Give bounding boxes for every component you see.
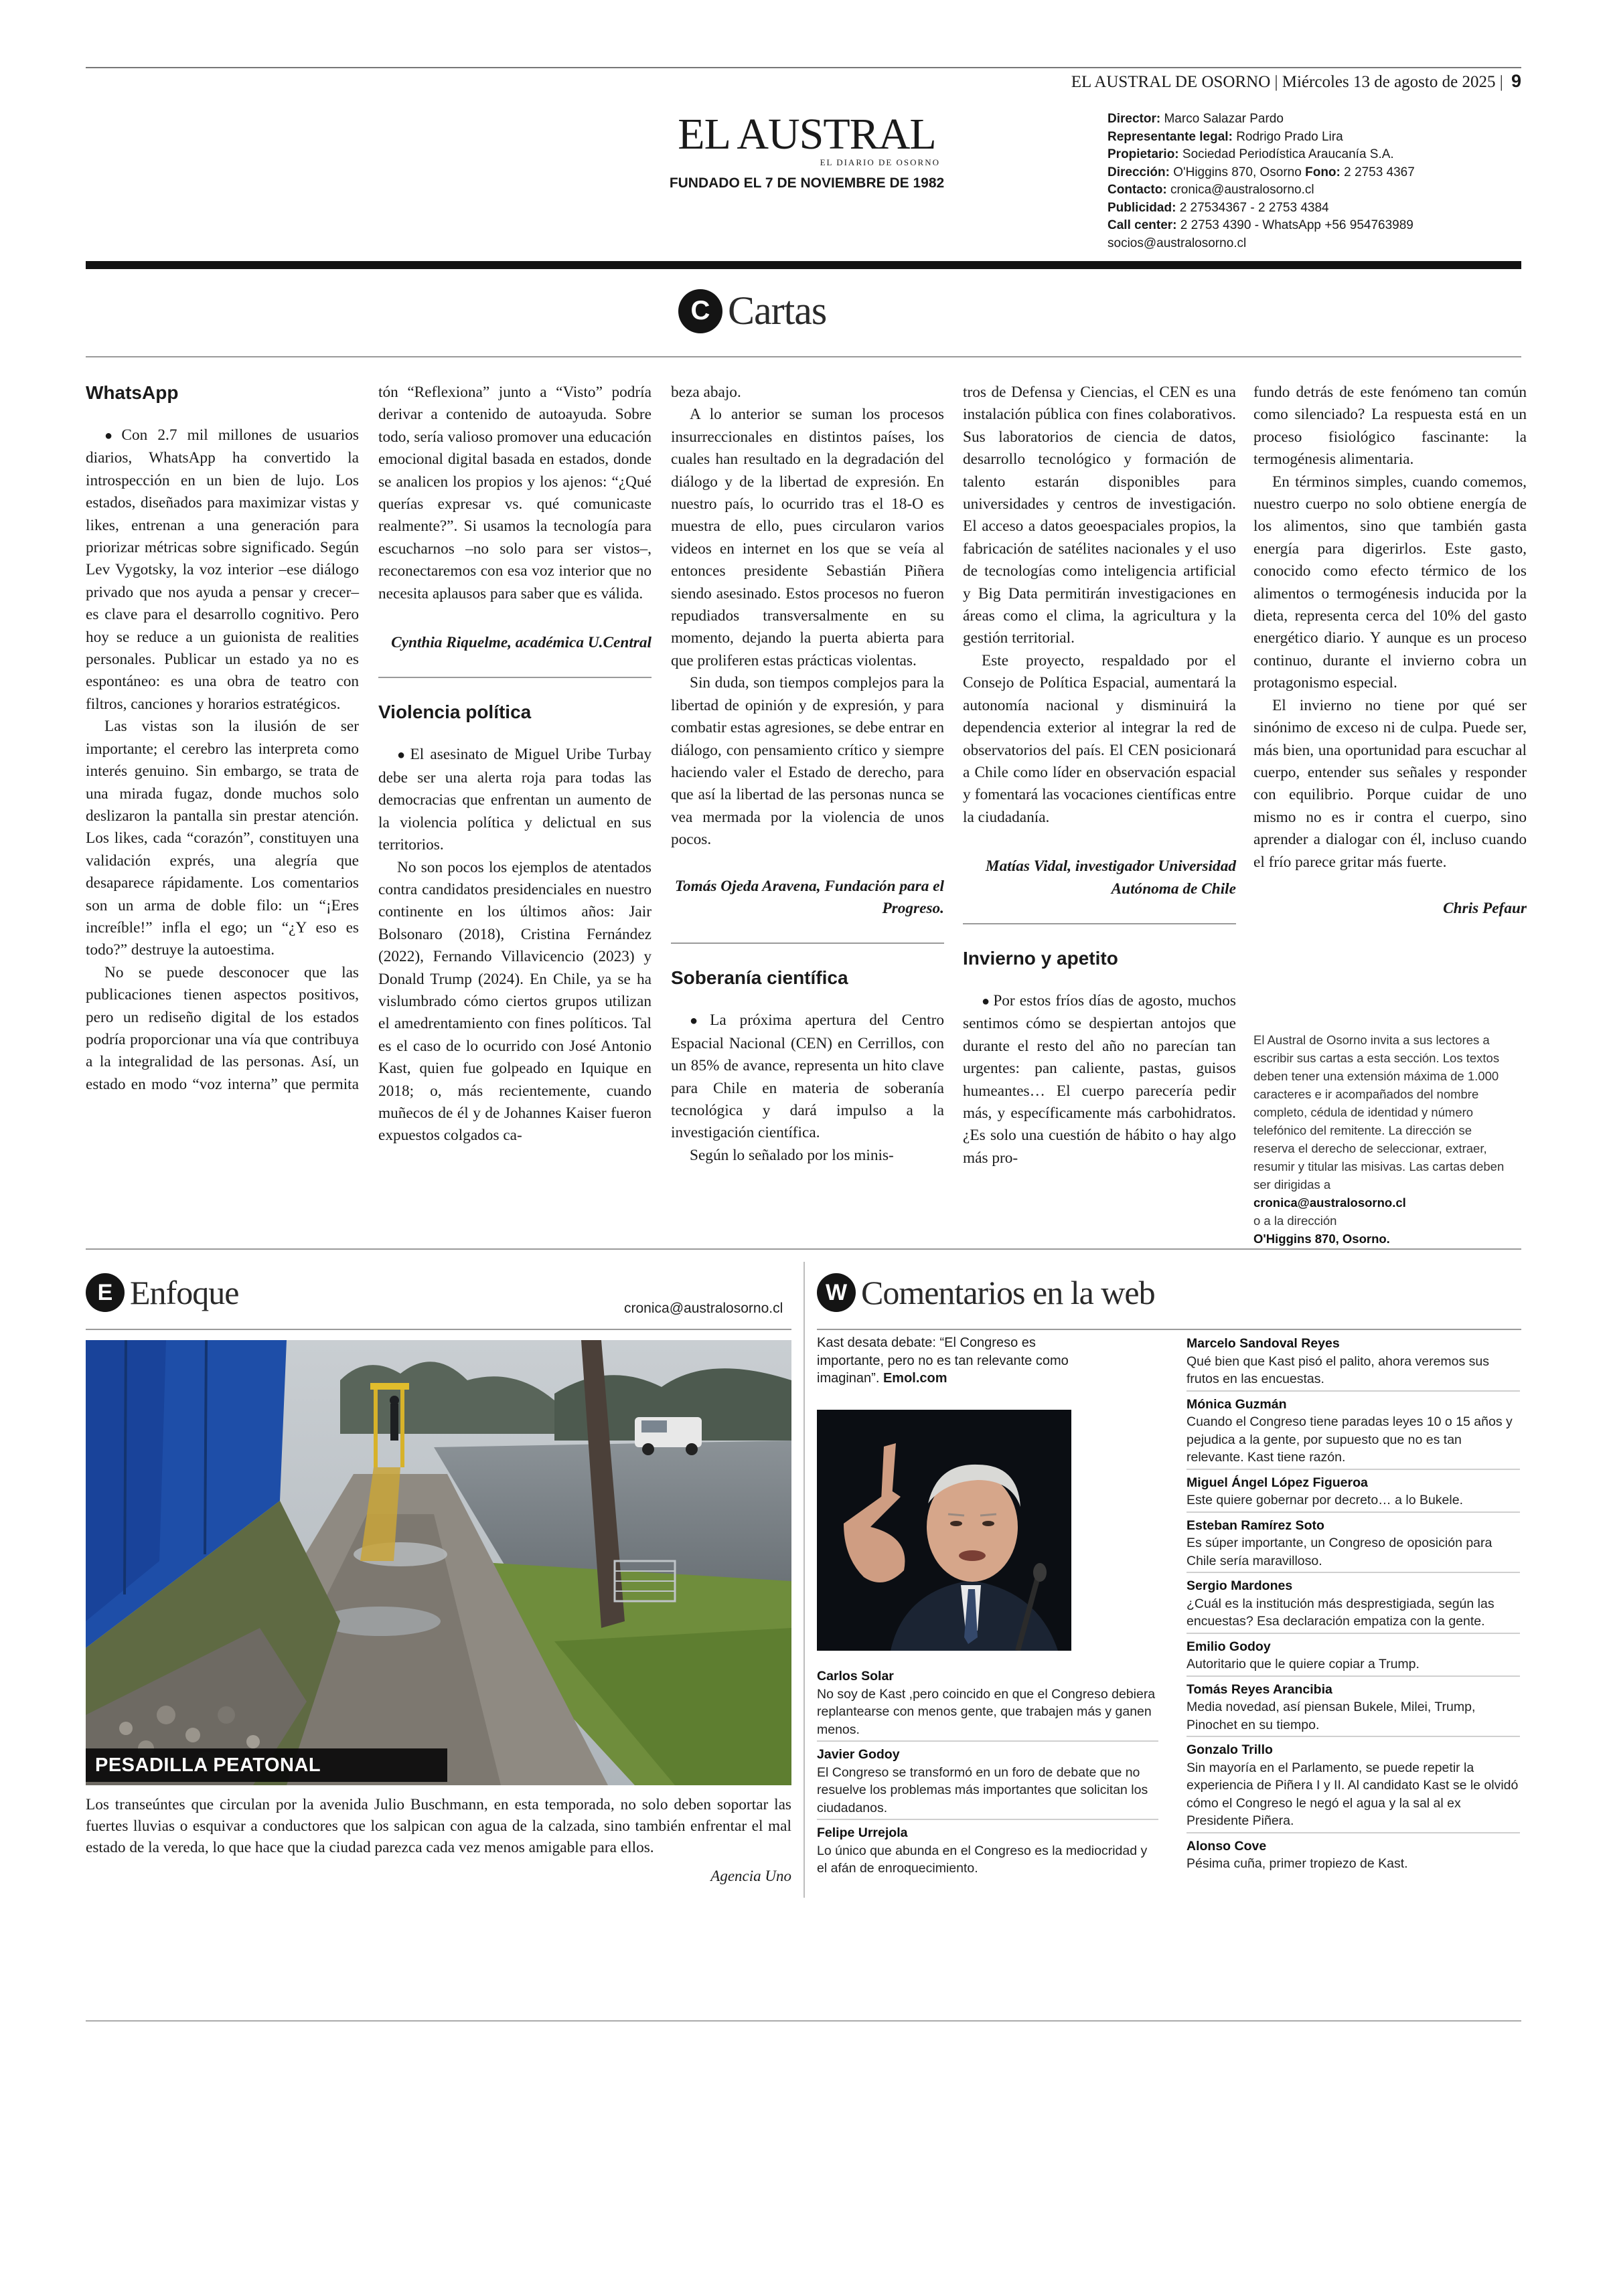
cartas-rule (86, 356, 1521, 357)
notice-address: O'Higgins 870, Osorno. (1253, 1232, 1390, 1246)
comment-text: Qué bien que Kast pisó el palito, ahora veremos sus frutos en las encuestas. (1187, 1354, 1490, 1386)
comment-author: Emilio Godoy (1187, 1639, 1271, 1654)
letter-paragraph: Con 2.7 mil millones de usuarios diarios, WhatsApp ha convertido la introspección en un bien de lujo. Los estados, diseñados para maximizar vistas y likes, entrenan a una generación para priorizar métricas sobre significado. Según Lev Vygotsky, la voz interior –ese diálogo privado que nos ayuda a pensar y crecer– es clave para el desarrollo cognitivo. Pero hoy se reduce a un guionista de realities personales. Publicar un estado ya no es espontáneo: es una obra de teatro con filtros, canciones y horarios estratégicos. (86, 426, 359, 713)
web-comment (817, 1823, 1158, 1880)
web-comment (817, 1745, 1158, 1820)
letter-paragraph: Sin duda, son tiempos complejos para la libertad de opinión y de expresión, y para combatir estas agresiones, se debe entrar en diálogo, con pensamiento crítico y siempre haciendo valer el Estado de derecho, para que así la libertad de las personas nunca se vea mermada por la violencia de unos pocos. (671, 674, 944, 849)
letter-paragraph: Este proyecto, respaldado por el Consejo de Política Espacial, aumentará la autonomía nacional y disminuirá la dependencia exterior al integrar la red de observatorios del país. El CEN posicionará a Chile como líder en observación espacial y fomentará las vocaciones científicas entre la ciudadanía. (963, 651, 1236, 826)
letter-signature: Tomás Ojeda Aravena, Fundación para el Progreso. (674, 877, 944, 917)
comment-author: Marcelo Sandoval Reyes (1187, 1336, 1340, 1351)
staff-line: Publicidad: 2 27534367 - 2 2753 4384 (1107, 200, 1329, 215)
letters-column-3 (671, 382, 944, 1167)
sidewalk-photo-illustration (86, 1340, 791, 1785)
web-comment (817, 1667, 1158, 1742)
letter-signature: Matías Vidal, investigador Universidad Autónoma de Chile (985, 857, 1236, 898)
photo-tag: PESADILLA PEATONAL (86, 1748, 447, 1782)
web-comments-left (817, 1667, 1158, 1883)
web-comment (1187, 1740, 1520, 1833)
letter-paragraph: A lo anterior se suman los procesos insurreccionales en distintos países, los cuales han resultado en la degradación del diálogo y de la libertad de expresión. En nuestro país, lo ocurrido tras el 18-O es muestra de ello, pues circularon varios videos en internet en los que se veía al entonces presidente Sebastián Piñera siendo asesinado. Estos procesos no fueron repudiados transversalmente en su momento, dejando la puerta abierta para que proliferen estas prácticas violentas. (671, 406, 944, 669)
letters-column-4 (963, 382, 1236, 1169)
header-thick-rule (86, 261, 1521, 269)
web-comment (1187, 1576, 1520, 1634)
top-rule (86, 67, 1521, 68)
web-badge: W (817, 1273, 856, 1312)
letter-paragraph: No se puede desconocer que las publicaciones tienen aspectos positivos, pero un rediseño digital de los estados podría proporcionar una vía que contribuya a la integralidad de las personas. Así, un estado en modo “voz interna” que permita (86, 963, 359, 1093)
comment-author: Gonzalo Trillo (1187, 1742, 1273, 1757)
comment-text: Este quiere gobernar por decreto… a lo Bukele. (1187, 1493, 1463, 1507)
enfoque-title: Enfoque (130, 1274, 239, 1311)
socios-email[interactable]: socios@australosorno.cl (1107, 236, 1247, 250)
web-section-heading (817, 1273, 1155, 1312)
enfoque-badge: E (86, 1273, 125, 1312)
letter-paragraph: El asesinato de Miguel Uribe Turbay debe ser una alerta roja para todas las democracias que enfrentan un aumento de la violencia política y delictual en sus territorios. (378, 746, 652, 854)
comment-author: Sergio Mardones (1187, 1578, 1293, 1593)
section-divider (86, 1248, 1521, 1250)
comment-text: El Congreso se transformó en un foro de debate que no resuelve los problemas más importantes que solicitan los ciudadanos. (817, 1765, 1148, 1815)
staff-line: Director: Marco Salazar Pardo (1107, 112, 1284, 126)
letter-signature: Cynthia Riquelme, académica U.Central (391, 634, 652, 652)
letter-signature: Chris Pefaur (1443, 899, 1527, 917)
letter-separator (671, 942, 944, 944)
web-comments-right (1187, 1334, 1520, 1878)
comment-author: Felipe Urrejola (817, 1825, 908, 1840)
comment-text: ¿Cuál es la institución más desprestigiada, según las encuestas? Esa declaración empatiza con la gente. (1187, 1596, 1495, 1629)
letter-separator (963, 923, 1236, 924)
web-comment (1187, 1680, 1520, 1738)
notice-or: o a la dirección (1253, 1214, 1337, 1228)
photo-credit: Agencia Uno (710, 1868, 791, 1884)
letter-paragraph: En términos simples, cuando comemos, nuestro cuerpo no solo obtiene energía de los alimentos, sino que también gasta energía para digerirlos. Este gasto, conocido como efecto térmico de los alimentos o termogénesis inducida por la dieta, representa cerca del 10% del gasto energético diario. Y aunque es un proceso continuo, durante el invierno cobra un protagonismo especial. (1253, 473, 1527, 692)
letter-title-whatsapp: WhatsApp (86, 382, 179, 403)
speaker-photo-illustration (817, 1410, 1071, 1651)
comment-author: Tomás Reyes Arancibia (1187, 1682, 1332, 1697)
comment-author: Alonso Cove (1187, 1838, 1267, 1854)
letters-column-5 (1253, 382, 1527, 920)
letter-paragraph: Las vistas son la ilusión de ser importante; el cerebro las interpreta como interés genuino. Sin embargo, se trata de una mirada fugaz, donde muchos solo deslizaron la pantalla sin prestar atención. Los likes, cada “corazón”, constituyen una validación exprés, una alegría que desaparece rápidamente. Los comentarios son un arma de doble filo: un “¡Eres increíble!” infla el ego; un “¿Y eso es todo?” destruye la autoestima. (86, 718, 359, 959)
letter-continuation-text: tón “Reflexiona” junto a “Visto” podría derivar a contenido de autoayuda. Sobre todo, sería valioso promover una educación emocional digital basada en estados, donde se analicen los propios y los ajenos: “¿Qué querías expresar vs. qué comunicaste realmente?”. Si usamos la tecnología para escucharnos –no solo para ser vistos–, reconectaremos con esa voz interior que no necesita aplausos para saber que es válida. (378, 384, 652, 602)
comment-text: Pésima cuña, primer tropiezo de Kast. (1187, 1856, 1408, 1871)
page-folio: EL AUSTRAL DE OSORNO | Miércoles 13 de agosto de 2025 | 9 (1071, 71, 1521, 91)
staff-line (1107, 235, 1509, 253)
letter-title-invierno: Invierno y apetito (963, 947, 1118, 969)
kast-photo (817, 1410, 1071, 1651)
comment-text: Cuando el Congreso tiene paradas leyes 10 o 15 años y pejudica a la gente, por supuesto que no es tan relevante. Kast tiene razón. (1187, 1414, 1513, 1465)
comment-text: Media novedad, así piensan Bukele, Milei, Trump, Pinochet en su tiempo. (1187, 1700, 1476, 1732)
masthead-logo (670, 112, 944, 168)
contact-email[interactable]: cronica@australosorno.cl (1170, 183, 1314, 197)
staff-line: Contacto: cronica@australosorno.cl (1107, 183, 1314, 197)
enfoque-rule (86, 1329, 791, 1330)
cartas-title: Cartas (728, 289, 827, 333)
web-comment (1187, 1334, 1520, 1392)
letter-paragraph: Por estos fríos días de agosto, muchos sentimos cómo se despiertan antojos que durante el resto del año no parecían tan urgentes: pan caliente, pastas, guisos humeantes… El cuerpo parecería pedir más, y específicamente más carbohidratos. ¿Es solo una cuestión de hábito o hay algo más pro- (963, 991, 1236, 1167)
letter-paragraph: El invierno no tiene por qué ser sinónimo de exceso ni de culpa. Puede ser, más bien, una oportunidad para escuchar al cuerpo, entender sus señales y responder con equilibrio. Porque cuidar de uno mismo no es ir contra el cuerpo, sino aprender a dialogar con él, incluso cuando el frío parece gritar más fuerte. (1253, 696, 1527, 871)
web-comment (1187, 1516, 1520, 1574)
web-comment (1187, 1837, 1520, 1875)
web-intro-text: Kast desata debate: “El Congreso es importante, pero no es tan relevante como imaginan”. (817, 1335, 1069, 1386)
newspaper-name: EL AUSTRAL DE OSORNO (1071, 73, 1271, 91)
bullet-icon: ● (690, 1013, 708, 1029)
letter-paragraph: La próxima apertura del Centro Espacial Nacional (CEN) en Cerrillos, con un 85% de avance, representa un hito clave para Chile en materia de soberanía tecnológica y dará impulso a la investigación científica. (671, 1011, 944, 1142)
staff-line: Representante legal: Rodrigo Prado Lira (1107, 129, 1343, 144)
page-number: 9 (1511, 71, 1521, 91)
web-comment (1187, 1637, 1520, 1677)
comment-text: No soy de Kast ,pero coincido en que el Congreso debiera replantearse con menos gente, que trabajen más y ganen menos. (817, 1686, 1156, 1737)
bullet-icon: ● (982, 993, 991, 1009)
bullet-icon: ● (397, 748, 408, 763)
notice-text: El Austral de Osorno invita a sus lectores a escribir sus cartas a esta sección. Los textos deben tener una extensión máxima de 1.000 caracteres e ir acompañados del nombre completo, cédula de identidad y número telefónico del remitente. La dirección se reserva el derecho de seleccionar, extraer, resumir y titular las misivas. Las cartas deben ser dirigidas a (1253, 1033, 1505, 1192)
letter-continuation-text: beza abajo. (671, 384, 741, 401)
column-divider (804, 1262, 805, 1898)
staff-line: Propietario: Sociedad Periodística Araucanía S.A. (1107, 147, 1394, 161)
staff-line: Dirección: O'Higgins 870, Osorno Fono: 2 2753 4367 (1107, 165, 1415, 179)
comment-text: Es súper importante, un Congreso de oposición para Chile sería maravilloso. (1187, 1536, 1493, 1568)
web-intro-source[interactable]: Emol.com (883, 1371, 947, 1386)
photo-caption: Los transeúntes que circulan por la avenida Julio Buschmann, en esta temporada, no solo deben soportar las fuertes lluvias o esquivar a conductores que los salpican con agua de la calzada, sino también enfrentar el mal estado de la vereda, lo que hace que la ciudad parezca cada vez menos amigable para ellos. (86, 1796, 791, 1856)
letter-paragraph: Según lo señalado por los minis- (690, 1146, 894, 1164)
notice-email[interactable]: cronica@australosorno.cl (1253, 1196, 1406, 1210)
web-comment (1187, 1473, 1520, 1513)
enfoque-email[interactable]: cronica@australosorno.cl (624, 1301, 783, 1316)
letter-paragraph: No son pocos los ejemplos de atentados contra candidatos presidenciales en nuestro continente en los últimos años: Jair Bolsonaro (2018), Cristina Fernández (2022), Fernando Villavicencio (2023) y Donald Trump (2024). En Chile, ya se ha vislumbrado cómo ciertos grupos utilizan el amedrentamiento con fines políticos. Tal es el caso de lo ocurrido con José Antonio Kast, quien fue golpeado en Iquique en 2018; o, más recientemente, cuando muñecos de él y de Johannes Kaiser fueron expuestos colgados ca- (378, 858, 652, 1145)
bottom-rule (86, 2020, 1521, 2022)
comment-text: Lo único que abunda en el Congreso es la mediocridad y el afán de enroquecimiento. (817, 1843, 1148, 1876)
cartas-badge: C (678, 289, 722, 333)
web-comment (1187, 1395, 1520, 1470)
web-intro (817, 1334, 1071, 1388)
letters-column-1 (86, 382, 359, 1096)
comment-text: Autoritario que le quiere copiar a Trump. (1187, 1657, 1420, 1671)
sidewalk-photo (86, 1340, 791, 1785)
comment-text: Sin mayoría en el Parlamento, se puede repetir la experiencia de Piñera I y II. Al candidato Kast se le olvidó cómo el Congreso le negó el agua y la sal al ex Presidente Piñera. (1187, 1760, 1519, 1828)
comment-author: Mónica Guzmán (1187, 1396, 1287, 1412)
cartas-section-heading (678, 288, 826, 334)
founded-line: FUNDADO EL 7 DE NOVIEMBRE DE 1982 (669, 175, 945, 191)
web-title: Comentarios en la web (861, 1274, 1155, 1311)
letters-column-2 (378, 382, 652, 1147)
masthead-subtitle: EL DIARIO DE OSORNO (820, 157, 940, 167)
comment-author: Esteban Ramírez Soto (1187, 1518, 1324, 1533)
comment-author: Miguel Ángel López Figueroa (1187, 1475, 1368, 1490)
web-rule (817, 1329, 1521, 1330)
comment-author: Javier Godoy (817, 1747, 900, 1762)
masthead-title: EL AUSTRAL (678, 110, 936, 159)
letter-separator (378, 677, 652, 678)
staff-line: Call center: 2 2753 4390 - WhatsApp +56 954763989 (1107, 218, 1413, 232)
letter-title-soberania: Soberanía científica (671, 967, 848, 989)
issue-date: Miércoles 13 de agosto de 2025 (1282, 73, 1496, 91)
letters-submission-notice (1253, 1031, 1516, 1248)
bullet-icon: ● (104, 428, 119, 443)
letter-continuation-text: fundo detrás de este fenómeno tan común como silenciado? La respuesta está en un proceso fisiológico fascinante: la termogénesis alimentaria. (1253, 384, 1527, 469)
letter-continuation-text: tros de Defensa y Ciencias, el CEN es una instalación pública con fines colaborativos. Sus laboratorios de ciencia de datos, desarrollo tecnológico y formación de talento estarán disponibles para universidades y centros de investigación. El acceso a datos geoespaciales propios, la fabricación de satélites nacionales y el uso de tecnologías como inteligencia artificial y Big Data permitirán investigaciones en áreas como el clima, la agricultura y la gestión territorial. (963, 384, 1236, 647)
letter-title-violencia: Violencia política (378, 702, 532, 723)
comment-author: Carlos Solar (817, 1669, 894, 1684)
enfoque-section-heading (86, 1273, 238, 1312)
staff-box (1107, 110, 1509, 252)
